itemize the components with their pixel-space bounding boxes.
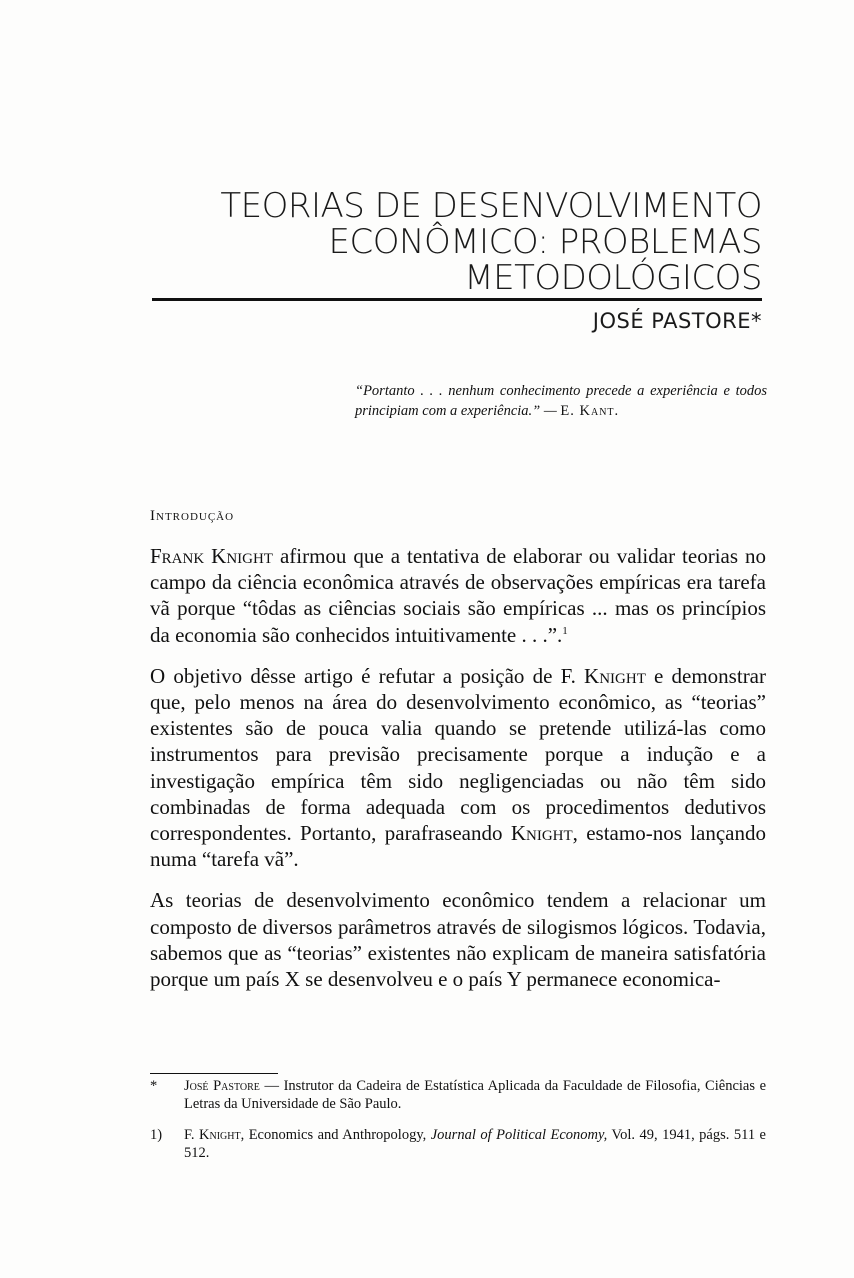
footnote-text [184, 1126, 766, 1162]
footnote-mark: 1) [150, 1127, 163, 1143]
section-heading: Introdução [150, 508, 235, 524]
footnote-text [184, 1077, 766, 1113]
footnote-body: — Instrutor da Cadeira de Estatística Aplicada da Faculdade de Filosofia, Ciências e Letras da Universidade de São Paulo. [184, 1078, 767, 1112]
author-reference: Knight [584, 663, 646, 688]
body-text [150, 543, 766, 1007]
paragraph-2-text-c: , estamo-nos lançando numa “tarefa vã”. [150, 821, 766, 872]
title-line-2: ECONÔMICO: PROBLEMAS [328, 222, 762, 262]
author-reference: Knight [510, 821, 573, 846]
footnote-name: José Pastore [184, 1078, 260, 1094]
article-title [150, 188, 762, 296]
paragraph-2 [150, 663, 766, 873]
footnote-body-b: Vol. 49, 1941, págs. 511 e 512. [184, 1127, 766, 1161]
title-line-3: METODOLÓGICOS [464, 258, 762, 298]
footnote-divider [150, 1073, 278, 1074]
footnote-1 [150, 1126, 766, 1162]
paragraph-2-text-b: e demonstrar que, pelo menos na área do desenvolvimento econômico, as “teorias” existentes são de pouca valia quando se pretende utilizá-las como instrumentos para previsão precisamente porque a indução e a investigação empírica têm sido negligenciadas ou não têm sido combinadas de forma adequada com os procedimentos dedutivos correspondentes. Portanto, parafraseando [150, 663, 766, 846]
paragraph-2-text-a: O objetivo dêsse artigo é refutar a posição de F. [150, 663, 585, 688]
footnote-author-name: F. Knight [184, 1127, 241, 1143]
epigraph-quote: “Portanto . . . nenhum conhecimento precede a experiência e todos principiam com a experiência.” — [355, 383, 767, 419]
title-line-1: TEORIAS DE DESENVOLVIMENTO [220, 186, 762, 226]
author-name: JOSÉ PASTORE* [592, 309, 762, 333]
paragraph-1-text: afirmou que a tentativa de elaborar ou validar teorias no campo da ciência econômica através de observações empíricas era tarefa vã porque “tôdas as ciências sociais são empíricas ... mas os princípios da economia são conhecidos intuitivamente . . .”. [150, 544, 766, 647]
title-divider [152, 298, 762, 301]
footnote-mark: * [150, 1078, 158, 1094]
footnotes [150, 1077, 766, 1175]
footnote-body-a: , Economics and Anthropology, [240, 1127, 431, 1143]
journal-title: Journal of Political Economy, [430, 1127, 608, 1143]
footnote-ref-1: 1 [562, 624, 568, 637]
epigraph-attribution: E. Kant. [560, 403, 620, 419]
paragraph-1 [150, 543, 766, 648]
paragraph-3: As teorias de desenvolvimento econômico tendem a relacionar um composto de diversos parâmetros através de silogismos lógicos. Todavia, sabemos que as “teorias” existentes não explicam de maneira satisfatória porque um país X se desenvolveu e o país Y permanece economica- [150, 888, 766, 992]
author-reference: Frank Knight [150, 544, 273, 568]
footnote-author [150, 1077, 766, 1113]
epigraph [355, 381, 767, 421]
